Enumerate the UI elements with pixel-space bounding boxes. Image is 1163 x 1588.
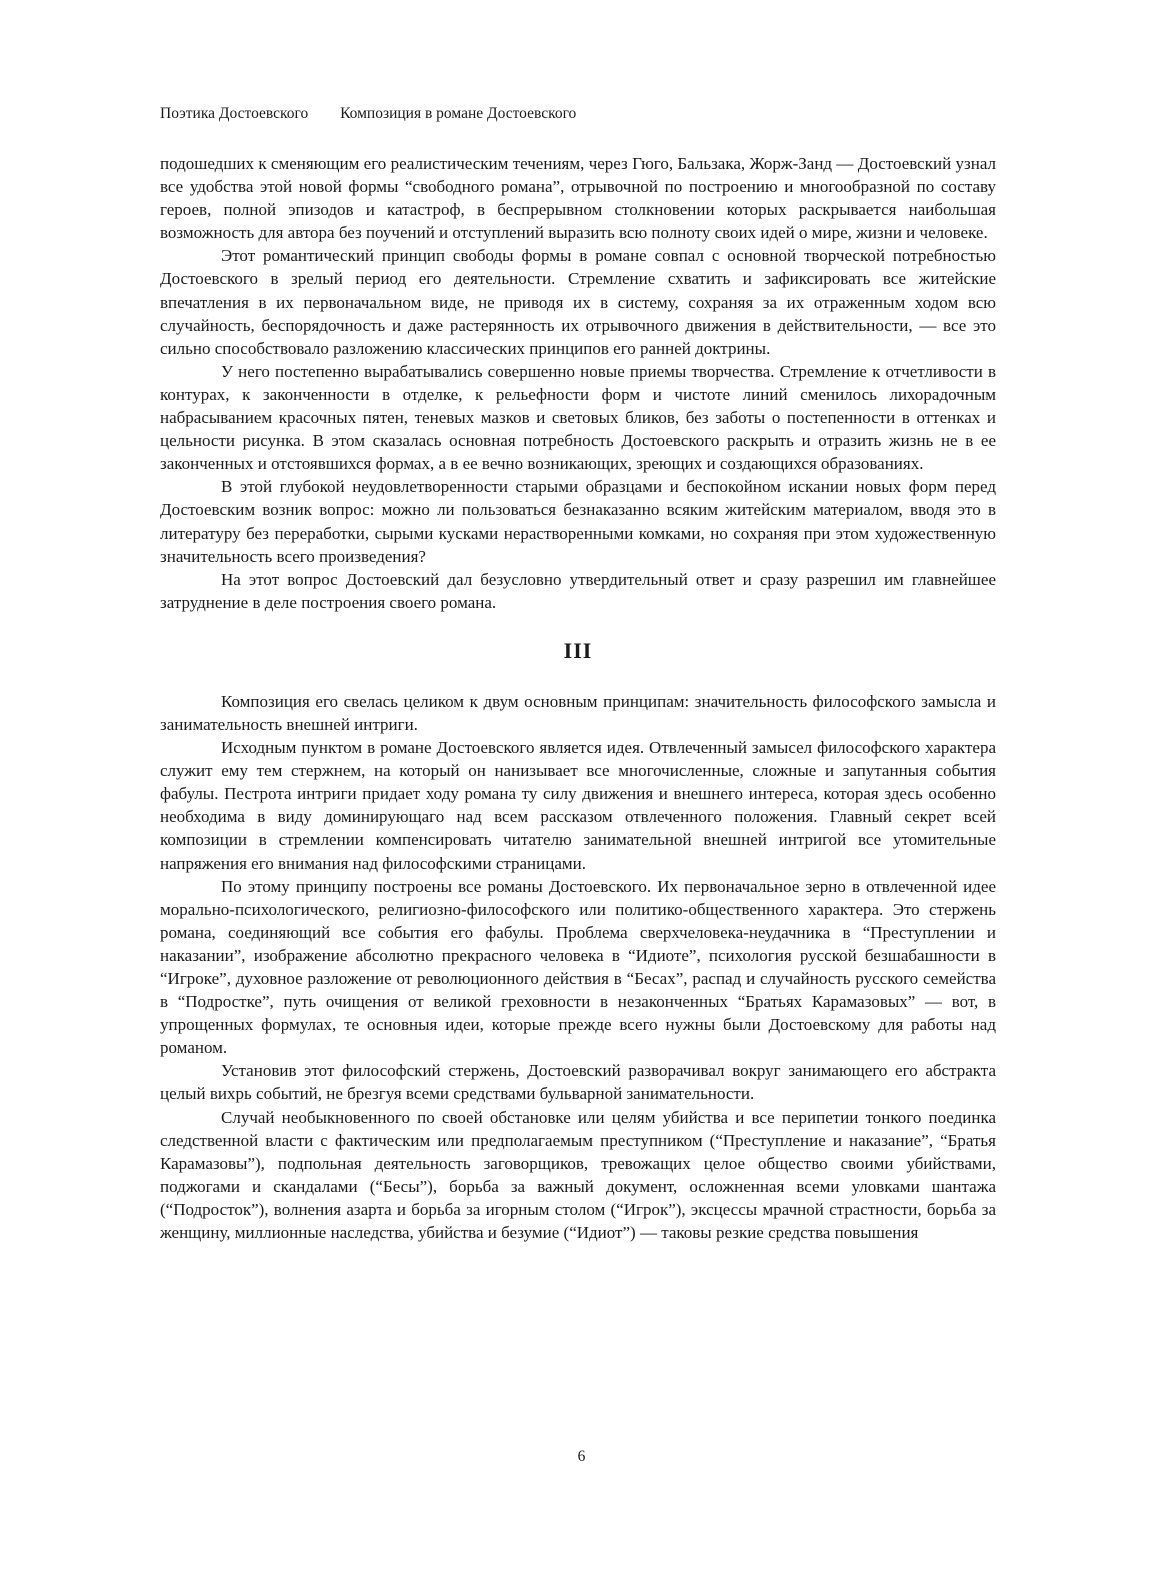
header-chapter-title: Композиция в романе Достоевского <box>340 105 577 122</box>
paragraph: Исходным пунктом в романе Достоевского является идея. Отвлеченный замысел философского характера служит ему тем стержнем, на который он нанизывает все многочисленные, сложные и запутанныя события фабулы. Пестрота интриги придает ходу романа ту силу движения и внешнего интереса, которая здесь особенно необходима в виду доминирующаго над всем рассказом отвлеченного положения. Главный секрет всей композиции в стремлении компенсировать читателю занимательной внешней интригой все утомительные напряжения его внимания над философскими страницами. <box>160 738 996 873</box>
paragraph: Этот романтический принцип свободы формы в романе совпал с основной творческой потребностью Достоевского в зрелый период его деятельности. Стремление схватить и зафиксировать все житейские впечатления в их первоначальном виде, не приводя их в систему, сохраняя за их отраженным ходом всю случайность, беспорядочность и даже растерянность их отрывочного движения в действительности, — все это сильно способствовало разложению классических принципов его ранней доктрины. <box>160 246 996 358</box>
paragraph: В этой глубокой неудовлетворенности старыми образцами и беспокойном искании новых форм перед Достоевским возник вопрос: можно ли пользоваться безнаказанно всяким житейским материалом, вводя это в литературу без переработки, сырыми кусками нерастворенными комками, но сохраняя при этом художественную значительность всего произведения? <box>160 477 996 566</box>
section-heading: III <box>563 637 593 663</box>
paragraph: Композиция его свелась целиком к двум основным принципам: значительность философского замысла и занимательность внешней интриги. <box>160 691 996 734</box>
paragraph: У него постепенно вырабатывались совершенно новые приемы творчества. Стремление к отчетливости в контурах, к законченности в отделке, к рельефности форм и чистоте линий сменилось лихорадочным набрасыванием красочных пятен, теневых мазков и световых бликов, без заботы о постепенности в оттенках и цельности рисунка. В этом сказалась основная потребность Достоевского раскрыть и отразить жизнь не в ее законченных и отстоявшихся формах, а в ее вечно возникающих, зреющих и создающихся образованиях. <box>160 361 996 474</box>
page-number: 6 <box>577 1448 586 1465</box>
page-body <box>160 152 996 1244</box>
paragraph: подошедших к сменяющим его реалистическим течениям, через Гюго, Бальзака, Жорж-Занд — Достоевский узнал все удобства этой новой формы “свободного романа”, отрывочной по построению и многообразной по составу героев, полной эпизодов и катастроф, в беспрерывном столкновении которых раскрывается наибольшая возможность для автора без поучений и отступлений выразить всю полноту своих идей о мире, жизни и человеке. <box>160 154 996 243</box>
paragraph: По этому принципу построены все романы Достоевского. Их первоначальное зерно в отвлеченной идее морально-психологического, религиозно-философского или политико-общественного характера. Это стержень романа, соединяющий все события его фабулы. Проблема сверхчеловека-неудачника в “Преступлении и наказании”, изображение абсолютно прекрасного человека в “Идиоте”, психология русской безшабашности в “Игроке”, духовное разложение от революционного действия в “Бесах”, распад и случайность русского семейства в “Подростке”, путь очищения от великой греховности в незаконченных “Братьях Карамазовых” — вот, в упрощенных формулах, те основныя идеи, которые прежде всего нужны были Достоевскому для работы над романом. <box>160 876 996 1058</box>
running-header <box>160 104 604 124</box>
paragraph: На этот вопрос Достоевский дал безусловно утвердительный ответ и сразу разрешил им главнейшее затруднение в деле построения своего романа. <box>160 569 996 612</box>
paragraph: Случай необыкновенного по своей обстановке или целям убийства и все перипетии тонкого поединка следственной власти с фактическим или предполагаемым преступником (“Преступление и наказание”, “Братья Карамазовы”), подпольная деятельность заговорщиков, тревожащих целое общество своими убийствами, поджогами и скандалами (“Бесы”), борьба за важный документ, осложненная всеми уловками шантажа (“Подросток”), волнения азарта и борьба за игорным столом (“Игрок”), эксцессы мрачной страстности, борьба за женщину, миллионные наследства, убийства и безумие (“Идиот”) — таковы резкие средства повышения <box>160 1107 996 1243</box>
paragraph: Установив этот философский стержень, Достоевский разворачивал вокруг занимающего его абстракта целый вихрь событий, не брезгуя всеми средствами бульварной занимательности. <box>160 1061 996 1104</box>
header-book-title: Поэтика Достоевского <box>160 105 309 122</box>
